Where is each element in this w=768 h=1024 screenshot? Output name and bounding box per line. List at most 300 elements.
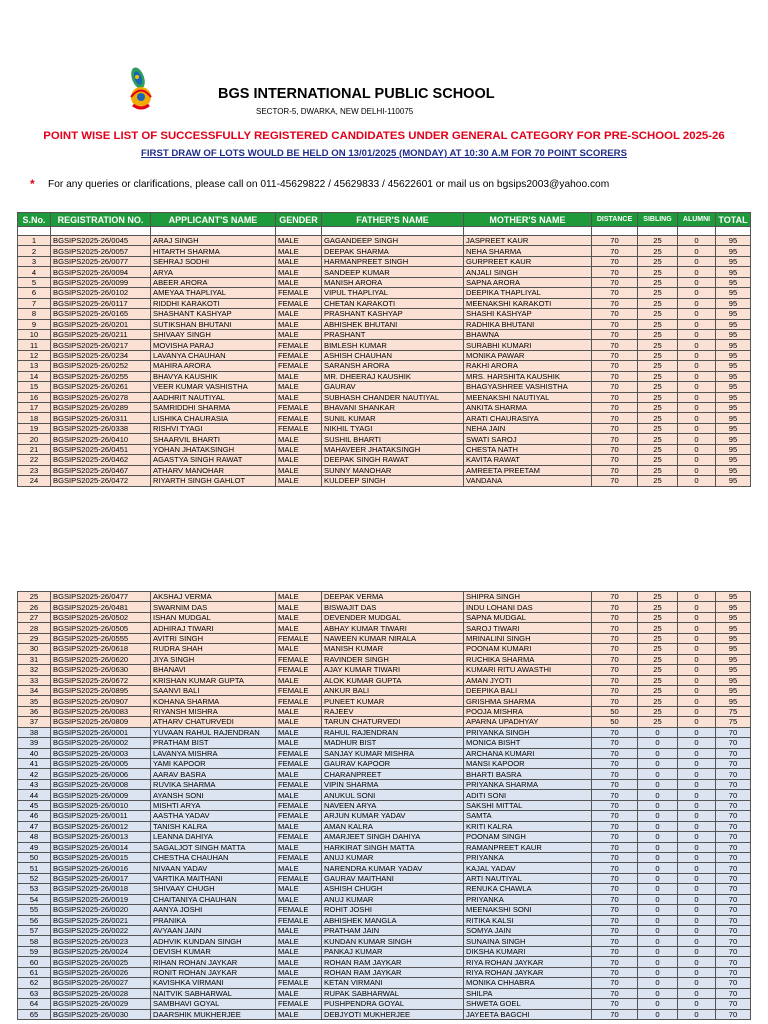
- cell-distance: 70: [592, 423, 638, 433]
- table-row: [18, 696, 751, 706]
- cell-mother-name: SAMTA: [464, 811, 592, 821]
- cell-gender: FEMALE: [276, 915, 322, 925]
- cell-sno: 4: [18, 267, 51, 277]
- cell-gender: MALE: [276, 863, 322, 873]
- cell-mother-name: POONAM KUMARI: [464, 644, 592, 654]
- cell-registration-no: BGSIPS2025-26/0255: [51, 371, 151, 381]
- cell-registration-no: BGSIPS2025-26/0102: [51, 288, 151, 298]
- cell-alumni: 0: [678, 727, 716, 737]
- cell-mother-name: ARCHANA KUMARI: [464, 748, 592, 758]
- cell-sno: 26: [18, 602, 51, 612]
- cell-registration-no: BGSIPS2025-26/0022: [51, 926, 151, 936]
- cell-father-name: NAVEEN ARYA: [322, 800, 464, 810]
- cell-father-name: MR. DHEERAJ KAUSHIK: [322, 371, 464, 381]
- cell-distance: 70: [592, 665, 638, 675]
- cell-sibling: 25: [638, 288, 678, 298]
- cell-sibling: 0: [638, 1009, 678, 1019]
- cell-mother-name: MANSI KAPOOR: [464, 759, 592, 769]
- cell-applicant-name: ABEER ARORA: [151, 277, 276, 287]
- table-row: [18, 769, 751, 779]
- cell-distance: 70: [592, 329, 638, 339]
- cell-mother-name: BHAGYASHREE VASHISTHA: [464, 382, 592, 392]
- cell-gender: FEMALE: [276, 905, 322, 915]
- cell-alumni: 0: [678, 717, 716, 727]
- cell-gender: FEMALE: [276, 361, 322, 371]
- cell-sno: 13: [18, 361, 51, 371]
- cell-mother-name: VANDANA: [464, 476, 592, 486]
- cell-applicant-name: YOHAN JHATAKSINGH: [151, 444, 276, 454]
- cell-sno: 6: [18, 288, 51, 298]
- cell-registration-no: BGSIPS2025-26/0012: [51, 821, 151, 831]
- cell-registration-no: BGSIPS2025-26/0502: [51, 612, 151, 622]
- cell-applicant-name: AYANSH SONI: [151, 790, 276, 800]
- cell-alumni: 0: [678, 465, 716, 475]
- blank-cell: [678, 227, 716, 236]
- cell-alumni: 0: [678, 905, 716, 915]
- cell-registration-no: BGSIPS2025-26/0234: [51, 350, 151, 360]
- cell-total: 95: [716, 633, 751, 643]
- cell-total: 95: [716, 476, 751, 486]
- cell-sibling: 25: [638, 476, 678, 486]
- cell-sibling: 25: [638, 612, 678, 622]
- cell-sibling: 0: [638, 967, 678, 977]
- cell-alumni: 0: [678, 623, 716, 633]
- cell-total: 95: [716, 340, 751, 350]
- cell-gender: FEMALE: [276, 696, 322, 706]
- cell-distance: 70: [592, 727, 638, 737]
- cell-sibling: 25: [638, 319, 678, 329]
- cell-registration-no: BGSIPS2025-26/0027: [51, 978, 151, 988]
- cell-total: 70: [716, 790, 751, 800]
- cell-gender: MALE: [276, 319, 322, 329]
- cell-distance: 70: [592, 1009, 638, 1019]
- cell-alumni: 0: [678, 675, 716, 685]
- cell-father-name: PUNEET KUMAR: [322, 696, 464, 706]
- cell-mother-name: DEEPIKA BALI: [464, 685, 592, 695]
- cell-sibling: 25: [638, 309, 678, 319]
- cell-registration-no: BGSIPS2025-26/0338: [51, 423, 151, 433]
- cell-sno: 35: [18, 696, 51, 706]
- cell-sno: 27: [18, 612, 51, 622]
- cell-registration-no: BGSIPS2025-26/0217: [51, 340, 151, 350]
- cell-mother-name: ARATI CHAURASIYA: [464, 413, 592, 423]
- cell-registration-no: BGSIPS2025-26/0024: [51, 946, 151, 956]
- cell-father-name: ROHIT JOSHI: [322, 905, 464, 915]
- cell-sibling: 25: [638, 654, 678, 664]
- cell-gender: MALE: [276, 967, 322, 977]
- cell-applicant-name: BHANAVI: [151, 665, 276, 675]
- cell-total: 95: [716, 602, 751, 612]
- cell-sno: 3: [18, 256, 51, 266]
- cell-father-name: GAURAV MAITHANI: [322, 873, 464, 883]
- cell-sibling: 0: [638, 832, 678, 842]
- blank-cell: [18, 227, 51, 236]
- cell-alumni: 0: [678, 298, 716, 308]
- cell-father-name: ABHISHEK MANGLA: [322, 915, 464, 925]
- cell-distance: 70: [592, 236, 638, 246]
- cell-gender: MALE: [276, 246, 322, 256]
- cell-father-name: ROHAN RAM JAYKAR: [322, 967, 464, 977]
- cell-sno: 50: [18, 852, 51, 862]
- cell-distance: 70: [592, 873, 638, 883]
- cell-gender: MALE: [276, 842, 322, 852]
- cell-total: 70: [716, 738, 751, 748]
- cell-sibling: 25: [638, 665, 678, 675]
- cell-father-name: ABHAY KUMAR TIWARI: [322, 623, 464, 633]
- cell-gender: FEMALE: [276, 685, 322, 695]
- cell-distance: 70: [592, 465, 638, 475]
- blank-cell: [638, 227, 678, 236]
- col-alumni: ALUMNI: [678, 213, 716, 227]
- col-sibling: SIBLING: [638, 213, 678, 227]
- cell-mother-name: DEEPIKA THAPLIYAL: [464, 288, 592, 298]
- cell-sibling: 25: [638, 350, 678, 360]
- cell-distance: 70: [592, 602, 638, 612]
- cell-distance: 70: [592, 246, 638, 256]
- cell-registration-no: BGSIPS2025-26/0094: [51, 267, 151, 277]
- cell-total: 95: [716, 371, 751, 381]
- cell-registration-no: BGSIPS2025-26/0021: [51, 915, 151, 925]
- cell-mother-name: GRISHMA SHARMA: [464, 696, 592, 706]
- cell-sno: 44: [18, 790, 51, 800]
- cell-sibling: 0: [638, 727, 678, 737]
- cell-gender: FEMALE: [276, 298, 322, 308]
- table-row: [18, 444, 751, 454]
- cell-distance: 70: [592, 592, 638, 602]
- cell-alumni: 0: [678, 873, 716, 883]
- cell-total: 70: [716, 988, 751, 998]
- cell-mother-name: MRS. HARSHITA KAUSHIK: [464, 371, 592, 381]
- cell-gender: FEMALE: [276, 413, 322, 423]
- cell-gender: FEMALE: [276, 340, 322, 350]
- cell-distance: 70: [592, 444, 638, 454]
- cell-alumni: 0: [678, 748, 716, 758]
- table-row: [18, 392, 751, 402]
- table-row: [18, 665, 751, 675]
- table-row: [18, 800, 751, 810]
- table-row: [18, 465, 751, 475]
- cell-total: 95: [716, 392, 751, 402]
- cell-distance: 70: [592, 382, 638, 392]
- cell-distance: 70: [592, 455, 638, 465]
- table-row: [18, 988, 751, 998]
- cell-distance: 70: [592, 685, 638, 695]
- cell-gender: FEMALE: [276, 748, 322, 758]
- cell-father-name: RAHUL RAJENDRAN: [322, 727, 464, 737]
- table-row: [18, 340, 751, 350]
- cell-applicant-name: YAMI KAPOOR: [151, 759, 276, 769]
- cell-father-name: PRATHAM JAIN: [322, 926, 464, 936]
- cell-distance: 70: [592, 675, 638, 685]
- cell-sno: 65: [18, 1009, 51, 1019]
- cell-sno: 23: [18, 465, 51, 475]
- cell-gender: MALE: [276, 309, 322, 319]
- table-row: [18, 267, 751, 277]
- cell-gender: FEMALE: [276, 800, 322, 810]
- cell-alumni: 0: [678, 361, 716, 371]
- col-gender: GENDER: [276, 213, 322, 227]
- cell-sibling: 0: [638, 800, 678, 810]
- cell-gender: FEMALE: [276, 654, 322, 664]
- cell-alumni: 0: [678, 329, 716, 339]
- cell-father-name: BISWAJIT DAS: [322, 602, 464, 612]
- cell-father-name: MANISH KUMAR: [322, 644, 464, 654]
- cell-father-name: ANUJ KUMAR: [322, 894, 464, 904]
- cell-mother-name: CHESTA NATH: [464, 444, 592, 454]
- col-distance: DISTANCE: [592, 213, 638, 227]
- cell-distance: 70: [592, 403, 638, 413]
- cell-sno: 16: [18, 392, 51, 402]
- cell-father-name: GAURAV: [322, 382, 464, 392]
- cell-distance: 70: [592, 852, 638, 862]
- cell-alumni: 0: [678, 340, 716, 350]
- cell-registration-no: BGSIPS2025-26/0019: [51, 894, 151, 904]
- cell-sibling: 25: [638, 382, 678, 392]
- candidates-table-page1: [17, 212, 751, 487]
- cell-father-name: ANUKUL SONI: [322, 790, 464, 800]
- cell-total: 95: [716, 685, 751, 695]
- note-asterisk: *: [30, 177, 35, 191]
- cell-distance: 70: [592, 319, 638, 329]
- cell-mother-name: MEENAKSHI KARAKOTI: [464, 298, 592, 308]
- cell-total: 70: [716, 779, 751, 789]
- table-row: [18, 1009, 751, 1019]
- cell-applicant-name: YUVAAN RAHUL RAJENDRAN: [151, 727, 276, 737]
- table-row: [18, 361, 751, 371]
- cell-distance: 70: [592, 999, 638, 1009]
- cell-total: 75: [716, 717, 751, 727]
- cell-sno: 22: [18, 455, 51, 465]
- cell-total: 95: [716, 444, 751, 454]
- cell-gender: MALE: [276, 1009, 322, 1019]
- table-row: [18, 727, 751, 737]
- cell-father-name: AMARJEET SINGH DAHIYA: [322, 832, 464, 842]
- cell-mother-name: PRIYANKA SHARMA: [464, 779, 592, 789]
- cell-registration-no: BGSIPS2025-26/0005: [51, 759, 151, 769]
- cell-gender: MALE: [276, 277, 322, 287]
- cell-registration-no: BGSIPS2025-26/0895: [51, 685, 151, 695]
- cell-alumni: 0: [678, 957, 716, 967]
- cell-sno: 42: [18, 769, 51, 779]
- cell-father-name: NIKHIL TYAGI: [322, 423, 464, 433]
- cell-registration-no: BGSIPS2025-26/0018: [51, 884, 151, 894]
- cell-sno: 56: [18, 915, 51, 925]
- cell-mother-name: ARTI NAUTIYAL: [464, 873, 592, 883]
- cell-mother-name: ANKITA SHARMA: [464, 403, 592, 413]
- table-row: [18, 790, 751, 800]
- table-row: [18, 873, 751, 883]
- cell-sibling: 0: [638, 769, 678, 779]
- cell-gender: MALE: [276, 894, 322, 904]
- cell-registration-no: BGSIPS2025-26/0001: [51, 727, 151, 737]
- cell-applicant-name: AVITRI SINGH: [151, 633, 276, 643]
- cell-applicant-name: ARAJ SINGH: [151, 236, 276, 246]
- cell-total: 95: [716, 236, 751, 246]
- cell-father-name: MADHUR BIST: [322, 738, 464, 748]
- cell-alumni: 0: [678, 592, 716, 602]
- cell-gender: MALE: [276, 382, 322, 392]
- table-row: [18, 894, 751, 904]
- cell-total: 95: [716, 423, 751, 433]
- cell-applicant-name: MAHIRA ARORA: [151, 361, 276, 371]
- cell-registration-no: BGSIPS2025-26/0472: [51, 476, 151, 486]
- cell-gender: MALE: [276, 465, 322, 475]
- cell-sno: 20: [18, 434, 51, 444]
- table-row: [18, 915, 751, 925]
- cell-mother-name: AMAN JYOTI: [464, 675, 592, 685]
- cell-distance: 70: [592, 256, 638, 266]
- cell-father-name: TARUN CHATURVEDI: [322, 717, 464, 727]
- cell-sibling: 25: [638, 392, 678, 402]
- cell-mother-name: MONIKA PAWAR: [464, 350, 592, 360]
- cell-applicant-name: RIYANSH MISHRA: [151, 706, 276, 716]
- cell-mother-name: NEHA SHARMA: [464, 246, 592, 256]
- cell-total: 95: [716, 350, 751, 360]
- cell-registration-no: BGSIPS2025-26/0278: [51, 392, 151, 402]
- cell-gender: MALE: [276, 476, 322, 486]
- cell-sibling: 25: [638, 267, 678, 277]
- cell-alumni: 0: [678, 769, 716, 779]
- table-row: [18, 654, 751, 664]
- cell-sibling: 0: [638, 926, 678, 936]
- cell-mother-name: MEENAKSHI SONI: [464, 905, 592, 915]
- cell-applicant-name: AMEYAA THAPLIYAL: [151, 288, 276, 298]
- cell-father-name: ASHISH CHAUHAN: [322, 350, 464, 360]
- cell-alumni: 0: [678, 434, 716, 444]
- cell-gender: MALE: [276, 769, 322, 779]
- cell-distance: 70: [592, 905, 638, 915]
- cell-mother-name: BHARTI BASRA: [464, 769, 592, 779]
- cell-mother-name: SAKSHI MITTAL: [464, 800, 592, 810]
- cell-applicant-name: VEER KUMAR VASHISTHA: [151, 382, 276, 392]
- cell-sibling: 25: [638, 361, 678, 371]
- cell-father-name: PANKAJ KUMAR: [322, 946, 464, 956]
- cell-registration-no: BGSIPS2025-26/0014: [51, 842, 151, 852]
- cell-registration-no: BGSIPS2025-26/0809: [51, 717, 151, 727]
- cell-father-name: VIPUL THAPLIYAL: [322, 288, 464, 298]
- cell-sno: 7: [18, 298, 51, 308]
- cell-alumni: 0: [678, 811, 716, 821]
- cell-alumni: 0: [678, 738, 716, 748]
- cell-father-name: SUBHASH CHANDER NAUTIYAL: [322, 392, 464, 402]
- cell-sno: 62: [18, 978, 51, 988]
- cell-father-name: ASHISH CHUGH: [322, 884, 464, 894]
- cell-distance: 70: [592, 476, 638, 486]
- cell-father-name: ABHISHEK BHUTANI: [322, 319, 464, 329]
- cell-distance: 70: [592, 915, 638, 925]
- col-total: TOTAL: [716, 213, 751, 227]
- cell-father-name: KULDEEP SINGH: [322, 476, 464, 486]
- cell-registration-no: BGSIPS2025-26/0311: [51, 413, 151, 423]
- cell-sno: 5: [18, 277, 51, 287]
- cell-distance: 70: [592, 309, 638, 319]
- cell-registration-no: BGSIPS2025-26/0462: [51, 455, 151, 465]
- cell-applicant-name: SHIVAAY CHUGH: [151, 884, 276, 894]
- cell-alumni: 0: [678, 267, 716, 277]
- cell-mother-name: DIKSHA KUMARI: [464, 946, 592, 956]
- cell-distance: 70: [592, 298, 638, 308]
- cell-sibling: 0: [638, 915, 678, 925]
- cell-applicant-name: SHAARVIL BHARTI: [151, 434, 276, 444]
- cell-mother-name: KAJAL YADAV: [464, 863, 592, 873]
- cell-registration-no: BGSIPS2025-26/0467: [51, 465, 151, 475]
- cell-gender: MALE: [276, 444, 322, 454]
- cell-father-name: SUNNY MANOHAR: [322, 465, 464, 475]
- cell-total: 70: [716, 769, 751, 779]
- cell-father-name: HARKIRAT SINGH MATTA: [322, 842, 464, 852]
- cell-gender: FEMALE: [276, 350, 322, 360]
- cell-registration-no: BGSIPS2025-26/0201: [51, 319, 151, 329]
- cell-sibling: 25: [638, 465, 678, 475]
- cell-sibling: 25: [638, 602, 678, 612]
- cell-alumni: 0: [678, 277, 716, 287]
- cell-sno: 39: [18, 738, 51, 748]
- cell-registration-no: BGSIPS2025-26/0013: [51, 832, 151, 842]
- cell-registration-no: BGSIPS2025-26/0045: [51, 236, 151, 246]
- cell-sibling: 25: [638, 413, 678, 423]
- cell-registration-no: BGSIPS2025-26/0117: [51, 298, 151, 308]
- table-row: [18, 905, 751, 915]
- cell-gender: MALE: [276, 644, 322, 654]
- cell-applicant-name: SWARNIM DAS: [151, 602, 276, 612]
- cell-registration-no: BGSIPS2025-26/0618: [51, 644, 151, 654]
- cell-registration-no: BGSIPS2025-26/0077: [51, 256, 151, 266]
- cell-mother-name: ANJALI SINGH: [464, 267, 592, 277]
- cell-alumni: 0: [678, 978, 716, 988]
- cell-applicant-name: AADHRIT NAUTIYAL: [151, 392, 276, 402]
- cell-total: 95: [716, 612, 751, 622]
- cell-alumni: 0: [678, 371, 716, 381]
- cell-total: 95: [716, 623, 751, 633]
- cell-sibling: 0: [638, 738, 678, 748]
- cell-total: 95: [716, 675, 751, 685]
- cell-distance: 70: [592, 340, 638, 350]
- cell-father-name: KUNDAN KUMAR SINGH: [322, 936, 464, 946]
- cell-sno: 9: [18, 319, 51, 329]
- cell-sibling: 0: [638, 873, 678, 883]
- cell-registration-no: BGSIPS2025-26/0083: [51, 706, 151, 716]
- cell-sno: 64: [18, 999, 51, 1009]
- cell-gender: FEMALE: [276, 759, 322, 769]
- cell-registration-no: BGSIPS2025-26/0252: [51, 361, 151, 371]
- cell-applicant-name: RIHAN ROHAN JAYKAR: [151, 957, 276, 967]
- cell-sibling: 0: [638, 811, 678, 821]
- cell-alumni: 0: [678, 894, 716, 904]
- cell-distance: 70: [592, 288, 638, 298]
- cell-gender: MALE: [276, 821, 322, 831]
- cell-total: 70: [716, 936, 751, 946]
- cell-total: 95: [716, 329, 751, 339]
- cell-alumni: 0: [678, 602, 716, 612]
- cell-alumni: 0: [678, 988, 716, 998]
- cell-sno: 25: [18, 592, 51, 602]
- cell-father-name: ARJUN KUMAR YADAV: [322, 811, 464, 821]
- cell-father-name: DEEPAK SINGH RAWAT: [322, 455, 464, 465]
- cell-sno: 21: [18, 444, 51, 454]
- cell-total: 95: [716, 403, 751, 413]
- cell-gender: MALE: [276, 392, 322, 402]
- cell-father-name: RAJEEV: [322, 706, 464, 716]
- cell-sno: 1: [18, 236, 51, 246]
- cell-father-name: BIMLESH KUMAR: [322, 340, 464, 350]
- cell-distance: 70: [592, 863, 638, 873]
- cell-sibling: 25: [638, 434, 678, 444]
- cell-alumni: 0: [678, 644, 716, 654]
- cell-distance: 70: [592, 644, 638, 654]
- cell-applicant-name: MOVISHA PARAJ: [151, 340, 276, 350]
- table-row: [18, 350, 751, 360]
- table-row: [18, 957, 751, 967]
